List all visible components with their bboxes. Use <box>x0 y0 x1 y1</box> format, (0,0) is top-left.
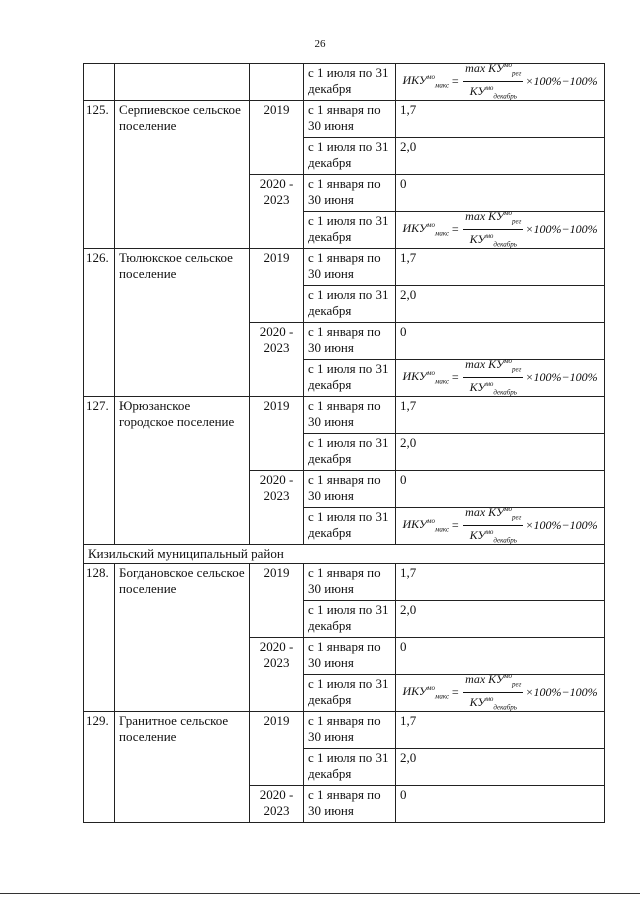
formula-numerator: $\max КУ^{мо}_{рег}$ <box>463 355 523 377</box>
table-row <box>84 101 605 138</box>
value-cell: 0 <box>396 323 605 360</box>
formula-numerator: $\max КУ^{мо}_{рег}$ <box>463 59 523 81</box>
settlement-name: Юрюзанское городское поселение <box>115 397 250 545</box>
year-cell: 2019 <box>250 249 304 323</box>
formula-fraction <box>463 207 523 251</box>
period-cell: с 1 июля по 31 декабря <box>304 138 396 175</box>
formula-fraction <box>463 59 523 103</box>
row-number: 128. <box>84 564 115 712</box>
period-cell: с 1 января по 30 июня <box>304 397 396 434</box>
formula-numerator: $\max КУ^{мо}_{рег}$ <box>463 207 523 229</box>
value-cell: 1,7 <box>396 397 605 434</box>
formula-tail: ×100%−100% <box>525 222 598 236</box>
formula <box>400 672 600 711</box>
period-cell: с 1 июля по 31 декабря <box>304 601 396 638</box>
formula-cell <box>396 505 605 545</box>
row-number: 126. <box>84 249 115 397</box>
page-bottom-rule <box>0 893 640 894</box>
period-cell: с 1 июля по 31 декабря <box>304 64 396 101</box>
value-cell: 1,7 <box>396 249 605 286</box>
period-cell: с 1 января по 30 июня <box>304 249 396 286</box>
formula-tail: ×100%−100% <box>525 74 598 88</box>
formula-tail: ×100%−100% <box>525 685 598 699</box>
formula-numerator: $\max КУ^{мо}_{рег}$ <box>463 670 523 692</box>
settlement-name: Гранитное сельское поселение <box>115 712 250 823</box>
period-cell: с 1 января по 30 июня <box>304 323 396 360</box>
formula-cell <box>396 61 605 101</box>
period-cell: с 1 июля по 31 декабря <box>304 508 396 545</box>
year-cell: 2020 - 2023 <box>250 471 304 545</box>
formula <box>400 357 600 396</box>
formula-equals: = <box>451 222 460 236</box>
formula-cell <box>396 209 605 249</box>
value-cell: 1,7 <box>396 101 605 138</box>
year-cell: 2020 - 2023 <box>250 175 304 249</box>
formula-fraction <box>463 355 523 399</box>
formula-numerator: $\max КУ^{мо}_{рег}$ <box>463 503 523 525</box>
period-cell: с 1 января по 30 июня <box>304 471 396 508</box>
period-cell: с 1 января по 30 июня <box>304 564 396 601</box>
formula-lhs: $ИКУ^{мо}_{макс}$ <box>402 368 450 386</box>
year-cell: 2019 <box>250 397 304 471</box>
region-title: Кизильский муниципальный район <box>84 545 605 564</box>
period-cell: с 1 июля по 31 декабря <box>304 286 396 323</box>
table-row <box>84 64 605 101</box>
period-cell: с 1 января по 30 июня <box>304 101 396 138</box>
row-number: 129. <box>84 712 115 823</box>
value-cell: 0 <box>396 471 605 508</box>
period-cell: с 1 января по 30 июня <box>304 175 396 212</box>
value-cell: 2,0 <box>396 601 605 638</box>
value-cell: 2,0 <box>396 434 605 471</box>
value-cell: 0 <box>396 786 605 823</box>
value-cell: 0 <box>396 175 605 212</box>
value-cell: 2,0 <box>396 749 605 786</box>
formula-equals: = <box>451 685 460 699</box>
formula-cell <box>396 357 605 397</box>
row-number: 127. <box>84 397 115 545</box>
settlement-name: Тюлюкское сельское поселение <box>115 249 250 397</box>
period-cell: с 1 июля по 31 декабря <box>304 749 396 786</box>
formula-fraction <box>463 670 523 714</box>
value-cell: 1,7 <box>396 564 605 601</box>
table-row <box>84 712 605 749</box>
formula-tail: ×100%−100% <box>525 370 598 384</box>
settlement-name: Серпиевское сельское поселение <box>115 101 250 249</box>
period-cell: с 1 июля по 31 декабря <box>304 360 396 397</box>
value-cell: 2,0 <box>396 286 605 323</box>
year-cell: 2020 - 2023 <box>250 323 304 397</box>
formula-denominator: $КУ^{мо}_{декабрь}$ <box>469 379 517 396</box>
period-cell: с 1 июля по 31 декабря <box>304 212 396 249</box>
year-cell: 2019 <box>250 101 304 175</box>
formula-equals: = <box>451 518 460 532</box>
formula-denominator: $КУ^{мо}_{декабрь}$ <box>469 694 517 711</box>
row-number: 125. <box>84 101 115 249</box>
formula-fraction <box>463 503 523 547</box>
table-row <box>84 564 605 601</box>
year-cell: 2020 - 2023 <box>250 786 304 823</box>
formula-lhs: $ИКУ^{мо}_{макс}$ <box>402 72 450 90</box>
formula-lhs: $ИКУ^{мо}_{макс}$ <box>402 516 450 534</box>
value-cell: 2,0 <box>396 138 605 175</box>
period-cell: с 1 января по 30 июня <box>304 638 396 675</box>
year-cell: 2019 <box>250 564 304 638</box>
year-cell: 2020 - 2023 <box>250 638 304 712</box>
formula <box>400 505 600 544</box>
table-row <box>84 249 605 286</box>
period-cell: с 1 января по 30 июня <box>304 712 396 749</box>
formula <box>400 209 600 248</box>
formula-lhs: $ИКУ^{мо}_{макс}$ <box>402 683 450 701</box>
formula <box>400 61 600 100</box>
year-cell: 2019 <box>250 712 304 786</box>
formula-tail: ×100%−100% <box>525 518 598 532</box>
formula-equals: = <box>451 370 460 384</box>
tariff-table <box>83 63 605 823</box>
period-cell: с 1 января по 30 июня <box>304 786 396 823</box>
value-cell: 1,7 <box>396 712 605 749</box>
formula-denominator: $КУ^{мо}_{декабрь}$ <box>469 231 517 248</box>
formula-denominator: $КУ^{мо}_{декабрь}$ <box>469 527 517 544</box>
formula-cell <box>396 672 605 712</box>
settlement-name: Богдановское сельское поселение <box>115 564 250 712</box>
region-row <box>84 545 605 564</box>
formula-equals: = <box>451 74 460 88</box>
formula-denominator: $КУ^{мо}_{декабрь}$ <box>469 83 517 100</box>
table-row <box>84 397 605 434</box>
period-cell: с 1 июля по 31 декабря <box>304 675 396 712</box>
period-cell: с 1 июля по 31 декабря <box>304 434 396 471</box>
value-cell: 0 <box>396 638 605 675</box>
formula-lhs: $ИКУ^{мо}_{макс}$ <box>402 220 450 238</box>
page-number: 26 <box>314 38 326 50</box>
